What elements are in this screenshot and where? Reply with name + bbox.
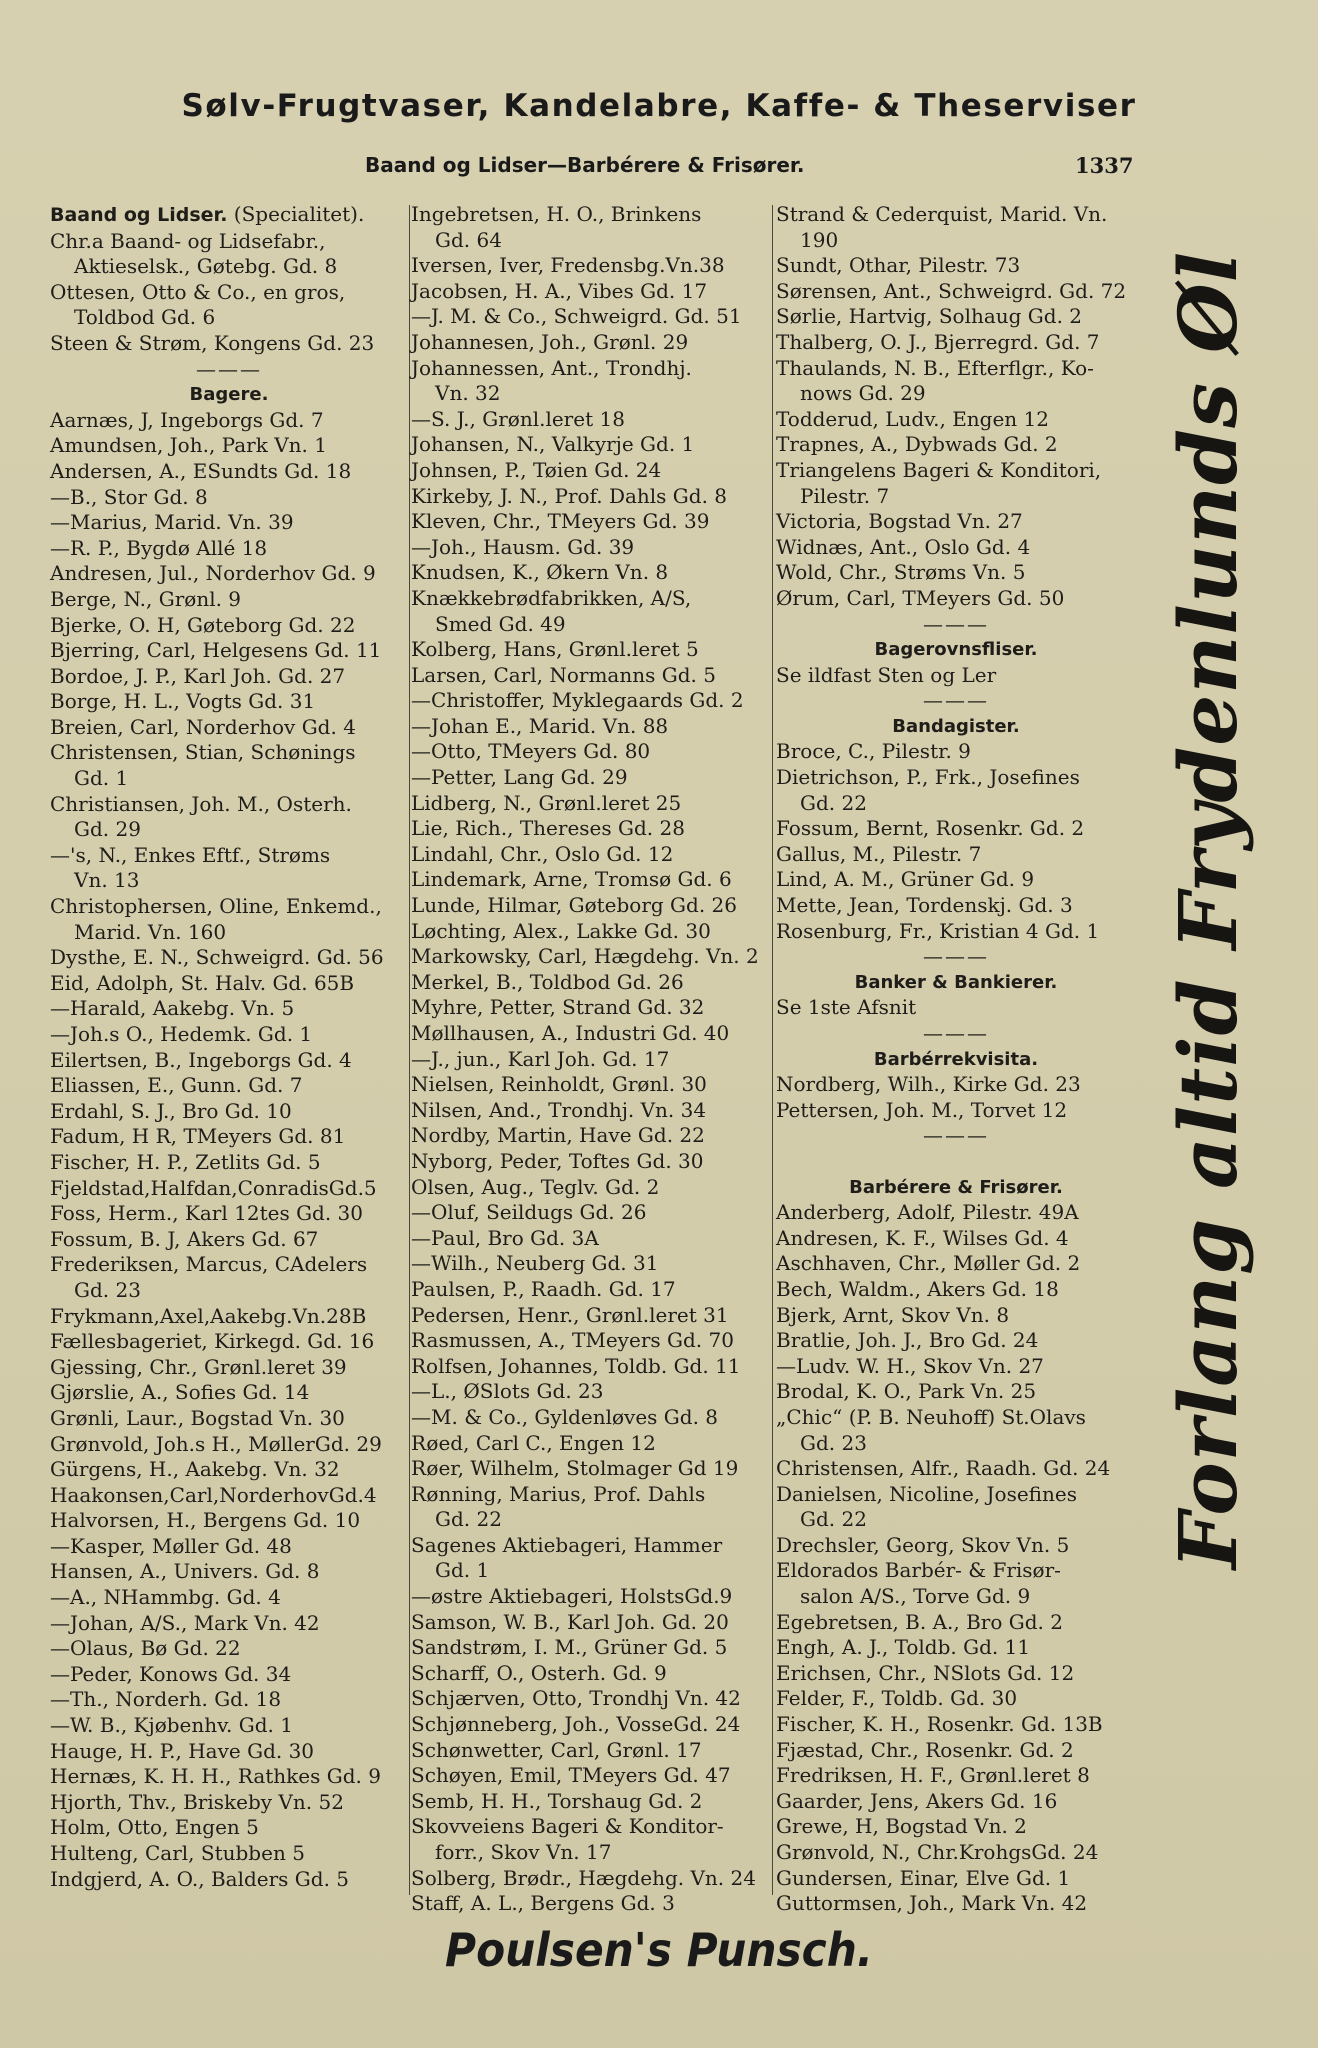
directory-entry: Christensen, Alfr., Raadh. Gd. 24 xyxy=(776,1456,1111,1481)
directory-entry: Ingebretsen, H. O., Brinkens xyxy=(411,202,702,226)
directory-entry: Frykmann,Axel,Aakebg.Vn.28B xyxy=(50,1303,367,1328)
directory-entry: Bordoe, J. P., Karl Joh. Gd. 27 xyxy=(50,663,346,688)
directory-entry-continuation: Pilestr. 7 xyxy=(800,483,890,508)
directory-entry: Merkel, B., Toldbod Gd. 26 xyxy=(411,969,684,994)
directory-entry: Steen & Strøm, Kongens Gd. 23 xyxy=(50,330,375,355)
section-lead-heading: Baand og Lidser. xyxy=(50,204,228,226)
directory-entry: Fredriksen, H. F., Grønl.leret 8 xyxy=(776,1763,1090,1788)
directory-entry: Lidberg, N., Grønl.leret 25 xyxy=(411,790,682,815)
directory-column-3 xyxy=(776,202,1136,1916)
directory-entry: Danielsen, Nicoline, Josefines xyxy=(776,1481,1078,1506)
section-heading: Bandagister. xyxy=(892,715,1020,737)
directory-entry: Gaarder, Jens, Akers Gd. 16 xyxy=(776,1788,1058,1813)
directory-entry: Røer, Wilhelm, Stolmager Gd 19 xyxy=(411,1456,739,1481)
directory-entry: Grønli, Laur., Bogstad Vn. 30 xyxy=(50,1405,345,1430)
section-separator: ——— xyxy=(923,611,989,636)
directory-entry: Johnsen, P., Tøien Gd. 24 xyxy=(411,457,662,482)
directory-entry: Pedersen, Henr., Grønl.leret 31 xyxy=(411,1302,729,1327)
directory-entry: Fossum, Bernt, Rosenkr. Gd. 2 xyxy=(776,816,1085,841)
directory-entry: Hauge, H. P., Have Gd. 30 xyxy=(50,1738,315,1763)
directory-entry: Lind, A. M., Grüner Gd. 9 xyxy=(776,867,1035,892)
directory-entry: Røed, Carl C., Engen 12 xyxy=(411,1430,656,1455)
directory-entry: —M. & Co., Gyldenløves Gd. 8 xyxy=(411,1404,719,1429)
directory-entry: Jacobsen, H. A., Vibes Gd. 17 xyxy=(411,278,708,303)
section-separator: ——— xyxy=(923,688,989,713)
directory-entry: —Petter, Lang Gd. 29 xyxy=(411,765,628,790)
directory-entry: Christiansen, Joh. M., Osterh. xyxy=(50,791,352,816)
directory-entry: Skovveiens Bageri & Konditor- xyxy=(411,1814,724,1839)
directory-entry: Egebretsen, B. A., Bro Gd. 2 xyxy=(776,1609,1063,1634)
directory-entry: —østre Aktiebageri, HolstsGd.9 xyxy=(411,1584,733,1609)
directory-entry: Semb, H. H., Torshaug Gd. 2 xyxy=(411,1788,703,1813)
directory-column-2 xyxy=(411,202,769,1916)
directory-entry: Todderud, Ludv., Engen 12 xyxy=(776,406,1049,431)
directory-entry: Grønvold, N., Chr.KrohgsGd. 24 xyxy=(776,1840,1099,1864)
directory-entry: Eldorados Barbér- & Frisør- xyxy=(776,1558,1061,1583)
directory-entry: —Johan, A/S., Mark Vn. 42 xyxy=(50,1610,320,1635)
directory-entry: Johansen, N., Valkyrje Gd. 1 xyxy=(411,432,695,457)
directory-entry: Hernæs, K. H. H., Rathkes Gd. 9 xyxy=(50,1764,381,1789)
directory-entry: Se 1ste Afsnit xyxy=(776,995,917,1020)
directory-entry: Fadum, H R, TMeyers Gd. 81 xyxy=(50,1124,346,1149)
directory-entry: —'s, N., Enkes Eftf., Strøms xyxy=(50,842,331,867)
directory-entry-continuation: forr., Skov Vn. 17 xyxy=(435,1840,612,1864)
directory-entry: Bech, Waldm., Akers Gd. 18 xyxy=(776,1276,1059,1301)
directory-entry: Strand & Cederquist, Marid. Vn. xyxy=(776,202,1108,226)
directory-entry: Bjerring, Carl, Helgesens Gd. 11 xyxy=(50,638,382,663)
directory-entry: Engh, A. J., Toldb. Gd. 11 xyxy=(776,1635,1031,1660)
top-advertisement-banner: Sølv-Frugtvaser, Kandelabre, Kaffe- & Theserviser xyxy=(181,88,1137,124)
directory-entry: Myhre, Petter, Strand Gd. 32 xyxy=(411,995,705,1020)
directory-entry: Rasmussen, A., TMeyers Gd. 70 xyxy=(411,1328,734,1353)
directory-entry: Bratlie, Joh. J., Bro Gd. 24 xyxy=(776,1328,1039,1353)
directory-entry: Fjeldstad,Halfdan,ConradisGd.5 xyxy=(50,1175,377,1200)
directory-entry-continuation: Marid. Vn. 160 xyxy=(74,919,227,944)
directory-entry: Grewe, H, Bogstad Vn. 2 xyxy=(776,1814,1027,1839)
directory-entry: Nilsen, And., Trondhj. Vn. 34 xyxy=(411,1097,707,1122)
directory-entry: —A., NHammbg. Gd. 4 xyxy=(50,1585,281,1610)
directory-entry: —W. B., Kjøbenhv. Gd. 1 xyxy=(50,1713,293,1738)
directory-entry-continuation: Gd. 1 xyxy=(74,766,129,791)
directory-entry: Andresen, K. F., Wilses Gd. 4 xyxy=(776,1225,1069,1250)
directory-entry: Indgjerd, A. O., Balders Gd. 5 xyxy=(50,1866,350,1891)
side-advertisement-text: Forlang altid Frydenlunds Øl xyxy=(1161,250,1255,1570)
directory-entry: Lie, Rich., Thereses Gd. 28 xyxy=(411,816,685,841)
directory-entry-continuation: Gd. 64 xyxy=(435,227,502,252)
directory-entry: Fællesbageriet, Kirkegd. Gd. 16 xyxy=(50,1329,375,1354)
directory-entry: Fjæstad, Chr., Rosenkr. Gd. 2 xyxy=(776,1737,1074,1762)
directory-entry: —J., jun., Karl Joh. Gd. 17 xyxy=(411,1046,670,1071)
directory-entry: Nielsen, Reinholdt, Grønl. 30 xyxy=(411,1072,707,1097)
directory-entry: Paulsen, P., Raadh. Gd. 17 xyxy=(411,1276,676,1301)
directory-entry: Trapnes, A., Dybwads Gd. 2 xyxy=(776,432,1058,457)
directory-entry-continuation: Gd. 22 xyxy=(435,1507,502,1532)
directory-entry-continuation: Aktieselsk., Gøtebg. Gd. 8 xyxy=(74,254,338,279)
directory-entry: Rønning, Marius, Prof. Dahls xyxy=(411,1481,706,1506)
directory-entry-continuation: Gd. 22 xyxy=(800,1507,867,1532)
directory-entry: Fischer, K. H., Rosenkr. Gd. 13B xyxy=(776,1712,1103,1737)
directory-entry: Eilertsen, B., Ingeborgs Gd. 4 xyxy=(50,1047,352,1072)
directory-entry: Mette, Jean, Tordenskj. Gd. 3 xyxy=(776,893,1073,918)
section-heading: Bagerovnsfliser. xyxy=(874,639,1038,661)
directory-entry: Schøyen, Emil, TMeyers Gd. 47 xyxy=(411,1763,731,1788)
directory-entry: Knækkebrødfabrikken, A/S, xyxy=(411,585,692,610)
directory-entry: Erdahl, S. J., Bro Gd. 10 xyxy=(50,1098,292,1123)
directory-entry: Andersen, A., ESundts Gd. 18 xyxy=(50,458,352,483)
directory-entry-continuation: Gd. 23 xyxy=(74,1277,141,1302)
directory-entry: Grønvold, Joh.s H., MøllerGd. 29 xyxy=(50,1431,382,1456)
directory-entry-continuation: Gd. 22 xyxy=(800,790,867,815)
directory-entry: Samson, W. B., Karl Joh. Gd. 20 xyxy=(411,1609,729,1634)
directory-entry: —Otto, TMeyers Gd. 80 xyxy=(411,739,651,764)
directory-entry: Thaulands, N. B., Efterflgr., Ko- xyxy=(776,355,1094,380)
directory-entry: —L., ØSlots Gd. 23 xyxy=(411,1379,604,1404)
directory-entry-continuation: salon A/S., Torve Gd. 9 xyxy=(800,1584,1031,1609)
directory-entry: Gallus, M., Pilestr. 7 xyxy=(776,841,982,866)
directory-entry: Johannessen, Ant., Trondhj. xyxy=(411,355,692,380)
directory-entry: Sagenes Aktiebageri, Hammer xyxy=(411,1532,723,1557)
section-heading: Barbérrekvisita. xyxy=(873,1048,1039,1070)
page-number: 1337 xyxy=(1075,153,1134,178)
directory-entry: Triangelens Bageri & Konditori, xyxy=(776,457,1102,482)
column-divider xyxy=(409,205,410,1895)
directory-entry: Victoria, Bogstad Vn. 27 xyxy=(776,509,1023,534)
directory-entry: Knudsen, K., Økern Vn. 8 xyxy=(411,560,669,585)
section-separator: ——— xyxy=(923,944,989,969)
directory-entry: Kolberg, Hans, Grønl.leret 5 xyxy=(411,637,699,662)
directory-entry: Markowsky, Carl, Hægdehg. Vn. 2 xyxy=(411,944,759,969)
directory-entry: —R. P., Bygdø Allé 18 xyxy=(50,535,268,560)
directory-entry-continuation: Vn. 13 xyxy=(74,868,140,893)
directory-entry-continuation: Gd. 23 xyxy=(800,1430,867,1455)
directory-entry: Møllhausen, A., Industri Gd. 40 xyxy=(411,1021,730,1045)
directory-entry: Hjorth, Thv., Briskeby Vn. 52 xyxy=(50,1789,344,1814)
directory-entry: Eid, Adolph, St. Halv. Gd. 65B xyxy=(50,970,355,995)
directory-entry: Erichsen, Chr., NSlots Gd. 12 xyxy=(776,1660,1075,1685)
directory-entry-continuation: Toldbod Gd. 6 xyxy=(74,305,216,330)
directory-entry: Se ildfast Sten og Ler xyxy=(776,662,997,687)
directory-entry: —Paul, Bro Gd. 3A xyxy=(411,1225,599,1250)
directory-entry: Gundersen, Einar, Elve Gd. 1 xyxy=(776,1865,1071,1890)
directory-entry: Eliassen, E., Gunn. Gd. 7 xyxy=(50,1073,303,1098)
directory-column-1 xyxy=(50,202,408,1902)
directory-entry: Scharff, O., Osterh. Gd. 9 xyxy=(411,1660,667,1685)
section-separator: ——— xyxy=(923,1021,989,1045)
directory-entry: —Ludv. W. H., Skov Vn. 27 xyxy=(776,1353,1044,1378)
directory-entry: Lindahl, Chr., Oslo Gd. 12 xyxy=(411,841,674,866)
directory-entry: Halvorsen, H., Bergens Gd. 10 xyxy=(50,1508,361,1533)
directory-entry: Wold, Chr., Strøms Vn. 5 xyxy=(776,560,1026,585)
directory-entry: Schjærven, Otto, Trondhj Vn. 42 xyxy=(411,1686,741,1711)
directory-entry: Fossum, B. J, Akers Gd. 67 xyxy=(50,1226,319,1251)
directory-entry: Gürgens, H., Aakebg. Vn. 32 xyxy=(50,1457,340,1482)
directory-entry: —B., Stor Gd. 8 xyxy=(50,484,208,509)
directory-entry-continuation: Smed Gd. 49 xyxy=(435,611,566,636)
directory-entry-continuation: Vn. 32 xyxy=(435,381,501,406)
directory-entry: Sørlie, Hartvig, Solhaug Gd. 2 xyxy=(776,304,1083,329)
directory-entry: Haakonsen,Carl,NorderhovGd.4 xyxy=(50,1482,377,1507)
directory-entry: —Oluf, Seildugs Gd. 26 xyxy=(411,1200,647,1225)
directory-entry: Bjerke, O. H, Gøteborg Gd. 22 xyxy=(50,612,356,637)
directory-entry: Thalberg, O. J., Bjerregrd. Gd. 7 xyxy=(776,329,1100,354)
section-separator: ——— xyxy=(923,1123,989,1148)
directory-entry: Brodal, K. O., Park Vn. 25 xyxy=(776,1379,1037,1404)
directory-entry: „Chic“ (P. B. Neuhoff) St.Olavs xyxy=(776,1404,1086,1429)
directory-entry: Broce, C., Pilestr. 9 xyxy=(776,739,971,764)
directory-entry: Rolfsen, Johannes, Toldb. Gd. 11 xyxy=(411,1353,741,1378)
directory-entry: Løchting, Alex., Lakke Gd. 30 xyxy=(411,918,711,943)
directory-entry: Pettersen, Joh. M., Torvet 12 xyxy=(776,1097,1068,1122)
directory-entry: Aschhaven, Chr., Møller Gd. 2 xyxy=(776,1251,1081,1276)
directory-entry: Anderberg, Adolf, Pilestr. 49A xyxy=(776,1200,1079,1225)
directory-entry: Nordby, Martin, Have Gd. 22 xyxy=(411,1123,705,1148)
running-header-title: Baand og Lidser—Barbérere & Frisører. xyxy=(365,153,805,177)
directory-entry: —Th., Norderh. Gd. 18 xyxy=(50,1687,282,1712)
directory-entry: Kirkeby, J. N., Prof. Dahls Gd. 8 xyxy=(411,483,728,508)
directory-entry: Kleven, Chr., TMeyers Gd. 39 xyxy=(411,509,710,534)
section-lead-entry: Baand og Lidser. (Specialitet). xyxy=(50,202,365,226)
directory-entry: —Harald, Aakebg. Vn. 5 xyxy=(50,996,295,1021)
directory-entry: Nyborg, Peder, Toftes Gd. 30 xyxy=(411,1148,704,1173)
directory-entry: —Wilh., Neuberg Gd. 31 xyxy=(411,1251,659,1276)
directory-entry-continuation: 190 xyxy=(800,227,839,252)
directory-entry: Christophersen, Oline, Enkemd., xyxy=(50,894,382,919)
directory-entry: Christensen, Stian, Schønings xyxy=(50,740,356,765)
side-advertisement xyxy=(1148,250,1268,1570)
directory-entry: Sandstrøm, I. M., Grüner Gd. 5 xyxy=(411,1635,728,1660)
directory-entry: —Joh., Hausm. Gd. 39 xyxy=(411,534,635,559)
section-separator: ——— xyxy=(196,356,262,381)
directory-entry: Sundt, Othar, Pilestr. 73 xyxy=(776,253,1021,278)
directory-entry: —Kasper, Møller Gd. 48 xyxy=(50,1533,292,1558)
directory-entry: Foss, Herm., Karl 12tes Gd. 30 xyxy=(50,1201,364,1226)
directory-entry-continuation: Gd. 1 xyxy=(435,1558,490,1583)
column-divider xyxy=(772,205,773,1895)
directory-entry: Dysthe, E. N., Schweigrd. Gd. 56 xyxy=(50,945,384,970)
directory-entry: Dietrichson, P., Frk., Josefines xyxy=(776,765,1080,790)
bottom-advertisement-banner: Poulsen's Punsch. xyxy=(445,1923,873,1977)
directory-entry: Bjerk, Arnt, Skov Vn. 8 xyxy=(776,1302,1010,1327)
directory-entry: —J. M. & Co., Schweigrd. Gd. 51 xyxy=(411,304,742,329)
directory-entry: —Joh.s O., Hedemk. Gd. 1 xyxy=(50,1022,313,1046)
directory-entry: —Marius, Marid. Vn. 39 xyxy=(50,510,294,535)
directory-entry: —Johan E., Marid. Vn. 88 xyxy=(411,713,669,738)
directory-entry: Chr.a Baand- og Lidsefabr., xyxy=(50,228,326,253)
directory-entry: Berge, N., Grønl. 9 xyxy=(50,586,242,611)
directory-entry: Holm, Otto, Engen 5 xyxy=(50,1815,259,1840)
directory-entry: Fischer, H. P., Zetlits Gd. 5 xyxy=(50,1149,321,1174)
directory-entry: Sørensen, Ant., Schweigrd. Gd. 72 xyxy=(776,278,1127,303)
directory-entry: Frederiksen, Marcus, CAdelers xyxy=(50,1252,368,1277)
directory-entry: Andresen, Jul., Norderhov Gd. 9 xyxy=(50,561,376,586)
directory-entry: Guttormsen, Joh., Mark Vn. 42 xyxy=(776,1891,1088,1916)
directory-entry: Rosenburg, Fr., Kristian 4 Gd. 1 xyxy=(776,918,1100,943)
directory-entry: Nordberg, Wilh., Kirke Gd. 23 xyxy=(776,1072,1081,1097)
directory-entry: Amundsen, Joh., Park Vn. 1 xyxy=(50,433,327,458)
directory-entry: Breien, Carl, Norderhov Gd. 4 xyxy=(50,714,356,739)
directory-entry: Lindemark, Arne, Tromsø Gd. 6 xyxy=(411,867,732,892)
directory-entry: Solberg, Brødr., Hægdehg. Vn. 24 xyxy=(411,1865,756,1890)
directory-entry: —Olaus, Bø Gd. 22 xyxy=(50,1636,241,1661)
directory-entry: —Peder, Konows Gd. 34 xyxy=(50,1661,292,1686)
section-heading: Banker & Bankierer. xyxy=(854,971,1058,993)
directory-entry: Schønwetter, Carl, Grønl. 17 xyxy=(411,1737,702,1762)
directory-entry-continuation: nows Gd. 29 xyxy=(800,381,926,406)
directory-entry: Felder, F., Toldb. Gd. 30 xyxy=(776,1686,1018,1711)
directory-entry: Olsen, Aug., Teglv. Gd. 2 xyxy=(411,1174,660,1199)
directory-entry: Ørum, Carl, TMeyers Gd. 50 xyxy=(776,585,1065,610)
directory-entry: Gjessing, Chr., Grønl.leret 39 xyxy=(50,1354,347,1379)
directory-entry: Hansen, A., Univers. Gd. 8 xyxy=(50,1559,320,1584)
directory-entry: Aarnæs, J, Ingeborgs Gd. 7 xyxy=(50,407,324,432)
directory-entry: —S. J., Grønl.leret 18 xyxy=(411,406,625,431)
spacer xyxy=(776,1149,1136,1175)
directory-entry: Ottesen, Otto & Co., en gros, xyxy=(50,279,346,304)
directory-entry: Johannesen, Joh., Grønl. 29 xyxy=(411,329,689,354)
directory-entry: Larsen, Carl, Normanns Gd. 5 xyxy=(411,662,716,687)
directory-entry: Schjønneberg, Joh., VosseGd. 24 xyxy=(411,1712,741,1737)
directory-entry: —Christoffer, Myklegaards Gd. 2 xyxy=(411,688,744,713)
directory-entry-continuation: Gd. 29 xyxy=(74,817,141,842)
directory-entry: Borge, H. L., Vogts Gd. 31 xyxy=(50,689,316,714)
directory-entry: Widnæs, Ant., Oslo Gd. 4 xyxy=(776,534,1031,559)
directory-entry: Gjørslie, A., Sofies Gd. 14 xyxy=(50,1380,310,1405)
section-heading: Barbérere & Frisører. xyxy=(849,1176,1063,1198)
directory-entry: Hulteng, Carl, Stubben 5 xyxy=(50,1841,305,1865)
directory-entry: Iversen, Iver, Fredensbg.Vn.38 xyxy=(411,253,725,278)
directory-entry: Staff, A. L., Bergens Gd. 3 xyxy=(411,1891,675,1916)
directory-entry: Lunde, Hilmar, Gøteborg Gd. 26 xyxy=(411,893,737,918)
directory-entry: Drechsler, Georg, Skov Vn. 5 xyxy=(776,1532,1070,1557)
section-heading: Bagere. xyxy=(189,384,269,406)
